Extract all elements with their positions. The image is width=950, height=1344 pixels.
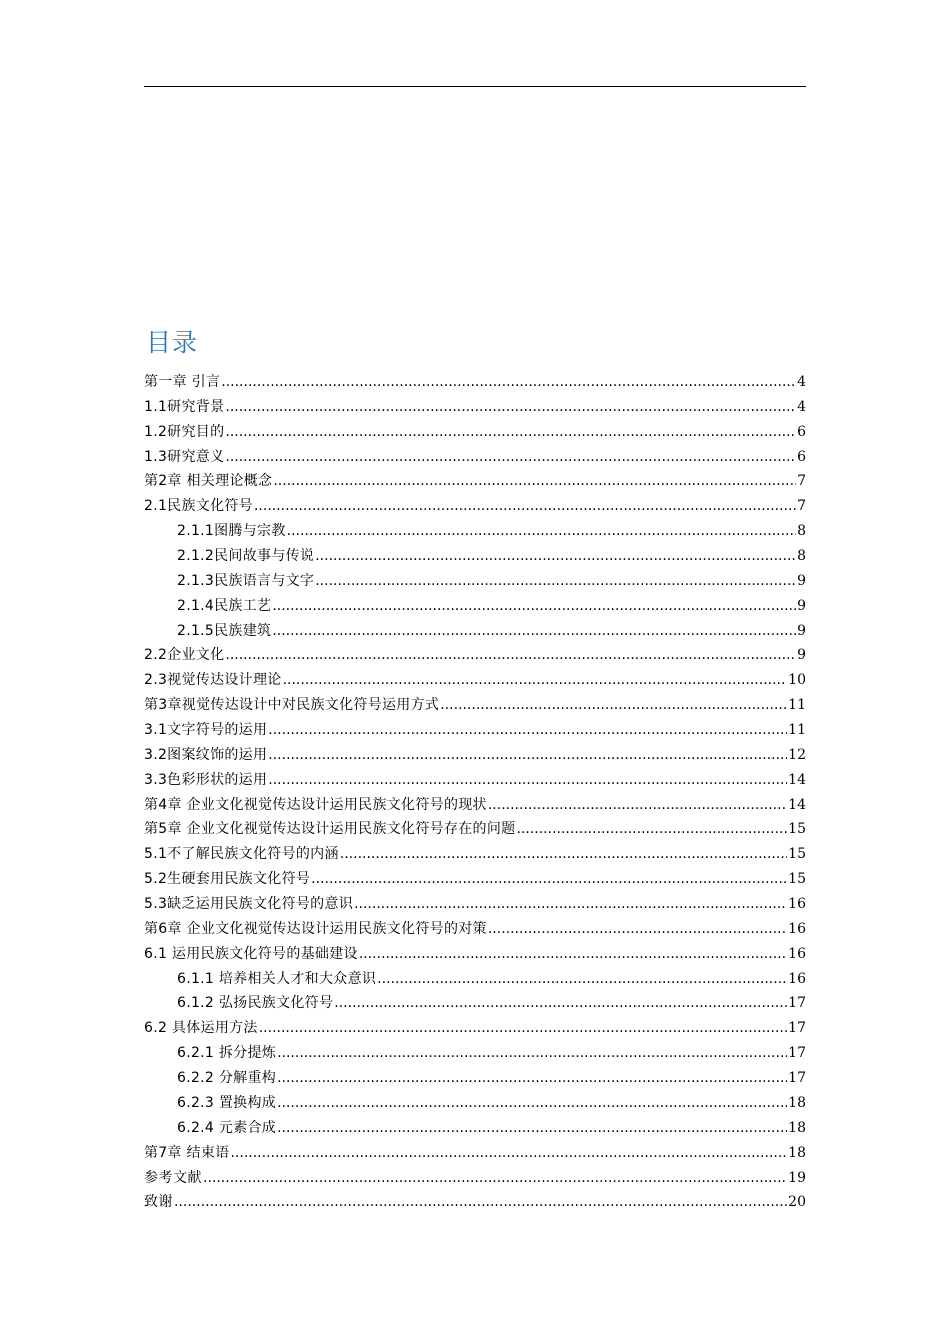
toc-entry-label: 3.1文字符号的运用 <box>144 722 268 739</box>
toc-leader-dots <box>488 917 787 942</box>
toc-entry-page-number: 9 <box>797 647 806 664</box>
toc-entry-page-number: 11 <box>788 697 806 714</box>
toc-entry-label: 2.1民族文化符号 <box>144 498 253 515</box>
toc-leader-dots <box>277 1066 787 1091</box>
toc-leader-dots <box>315 544 796 569</box>
toc-entry-page-number: 9 <box>797 597 806 614</box>
toc-entry[interactable] <box>144 693 806 718</box>
toc-leader-dots <box>259 1016 787 1041</box>
toc-entry-label: 6.2.2 分解重构 <box>177 1070 277 1087</box>
toc-entry[interactable] <box>144 445 806 470</box>
toc-entry-page-number: 19 <box>788 1169 806 1186</box>
toc-entry-label: 第3章视觉传达设计中对民族文化符号运用方式 <box>144 697 440 714</box>
toc-entry-label: 3.2图案纹饰的运用 <box>144 746 268 763</box>
toc-leader-dots <box>516 817 787 842</box>
toc-entry-label: 5.3缺乏运用民族文化符号的意识 <box>144 896 354 913</box>
toc-entry[interactable] <box>144 743 806 768</box>
toc-leader-dots <box>311 867 787 892</box>
toc-entry[interactable] <box>144 718 806 743</box>
toc-leader-dots <box>277 1116 787 1141</box>
toc-entry-page-number: 4 <box>797 398 806 415</box>
toc-entry-label: 6.2 具体运用方法 <box>144 1020 258 1037</box>
toc-entry[interactable] <box>144 942 806 967</box>
toc-leader-dots <box>254 494 796 519</box>
toc-entry-label: 第4章 企业文化视觉传达设计运用民族文化符号的现状 <box>144 796 487 813</box>
toc-entry-label: 3.3色彩形状的运用 <box>144 771 268 788</box>
toc-entry[interactable] <box>144 619 806 644</box>
toc-entry[interactable] <box>144 494 806 519</box>
header-rule <box>144 86 806 87</box>
toc-entry-label: 6.1.1 培养相关人才和大众意识 <box>177 970 377 987</box>
toc-entry-page-number: 9 <box>797 622 806 639</box>
toc-entry-page-number: 4 <box>797 374 806 390</box>
toc-leader-dots <box>230 1141 787 1166</box>
toc-entry-label: 6.2.1 拆分提炼 <box>177 1045 277 1062</box>
toc-entry[interactable] <box>144 594 806 619</box>
toc-entry-label: 第5章 企业文化视觉传达设计运用民族文化符号存在的问题 <box>144 821 516 838</box>
toc-entry-page-number: 18 <box>788 1094 806 1111</box>
toc-entry-page-number: 12 <box>788 746 806 763</box>
toc-entry-label: 1.3研究意义 <box>144 448 225 465</box>
toc-entry[interactable] <box>144 842 806 867</box>
toc-entry-label: 第7章 结束语 <box>144 1144 230 1161</box>
toc-leader-dots <box>272 619 796 644</box>
toc-entry[interactable] <box>144 519 806 544</box>
toc-entry[interactable] <box>144 793 806 818</box>
toc-entry-page-number: 10 <box>788 672 806 689</box>
toc-entry-page-number: 17 <box>788 995 806 1012</box>
toc-entry-page-number: 20 <box>788 1194 806 1211</box>
toc-entry-label: 2.2企业文化 <box>144 647 225 664</box>
toc-entry-label: 1.1研究背景 <box>144 398 225 415</box>
toc-leader-dots <box>287 519 796 544</box>
toc-entry-label: 2.1.3民族语言与文字 <box>177 572 315 589</box>
toc-entry-label: 6.1.2 弘扬民族文化符号 <box>177 995 334 1012</box>
toc-entry-page-number: 16 <box>788 945 806 962</box>
toc-leader-dots <box>377 967 787 992</box>
toc-entry-page-number: 16 <box>788 970 806 987</box>
toc-entry-page-number: 16 <box>788 920 806 937</box>
toc-entry[interactable] <box>144 917 806 942</box>
toc-leader-dots <box>277 1091 787 1116</box>
toc-leader-dots <box>221 370 796 395</box>
toc-entry-label: 5.1不了解民族文化符号的内涵 <box>144 846 339 863</box>
toc-entry-label: 6.2.4 元素合成 <box>177 1119 277 1136</box>
toc-entry[interactable] <box>144 1016 806 1041</box>
toc-entry[interactable] <box>144 668 806 693</box>
toc-leader-dots <box>225 445 796 470</box>
toc-entry[interactable] <box>144 1041 806 1066</box>
toc-leader-dots <box>334 991 787 1016</box>
toc-leader-dots <box>268 718 787 743</box>
toc-entry-page-number: 15 <box>788 846 806 863</box>
toc-leader-dots <box>225 420 796 445</box>
toc-entry[interactable] <box>144 643 806 668</box>
toc-entry[interactable] <box>144 420 806 445</box>
toc-entry[interactable] <box>144 469 806 494</box>
toc-entry-page-number: 6 <box>797 448 806 465</box>
toc-entry-page-number: 8 <box>797 523 806 540</box>
toc-leader-dots <box>359 942 787 967</box>
toc-entry-page-number: 8 <box>797 548 806 565</box>
toc-entry[interactable] <box>144 991 806 1016</box>
toc-entry-page-number: 14 <box>788 771 806 788</box>
toc-leader-dots <box>225 395 796 420</box>
toc-entry-page-number: 11 <box>788 722 806 739</box>
toc-leader-dots <box>315 569 796 594</box>
toc-leader-dots <box>340 842 787 867</box>
toc-entry-label: 2.1.4民族工艺 <box>177 597 272 614</box>
toc-entry-label: 2.1.2民间故事与传说 <box>177 548 315 565</box>
toc-entry[interactable] <box>144 1116 806 1141</box>
toc-leader-dots <box>268 743 787 768</box>
toc-entry-label: 2.3视觉传达设计理论 <box>144 672 282 689</box>
toc-entry-page-number: 9 <box>797 572 806 589</box>
toc-leader-dots <box>283 668 788 693</box>
toc-entry-page-number: 7 <box>797 473 806 490</box>
toc-leader-dots <box>272 594 796 619</box>
toc-entry-label: 6.2.3 置换构成 <box>177 1094 277 1111</box>
toc-entry[interactable] <box>144 1066 806 1091</box>
toc-entry[interactable] <box>144 370 806 395</box>
toc-entry-page-number: 15 <box>788 821 806 838</box>
toc-entry-page-number: 6 <box>797 423 806 440</box>
toc-entry[interactable] <box>144 768 806 793</box>
toc-title: 目录 <box>146 328 199 357</box>
toc-leader-dots <box>440 693 787 718</box>
toc-entry-page-number: 17 <box>788 1045 806 1062</box>
toc-entry-label: 6.1 运用民族文化符号的基础建设 <box>144 945 358 962</box>
toc-entry[interactable] <box>144 1141 806 1166</box>
toc-entry-label: 5.2生硬套用民族文化符号 <box>144 871 311 888</box>
toc-leader-dots <box>277 1041 787 1066</box>
toc-entry-label: 参考文献 <box>144 1169 202 1186</box>
toc-entry-label: 2.1.5民族建筑 <box>177 622 272 639</box>
toc-entry[interactable] <box>144 892 806 917</box>
toc-entry-label: 致谢 <box>144 1194 173 1211</box>
toc-entry[interactable] <box>144 1091 806 1116</box>
table-of-contents <box>144 370 806 1215</box>
toc-entry-page-number: 15 <box>788 871 806 888</box>
toc-leader-dots <box>268 768 787 793</box>
toc-entry[interactable] <box>144 569 806 594</box>
toc-leader-dots <box>354 892 787 917</box>
toc-entry-page-number: 17 <box>788 1070 806 1087</box>
toc-leader-dots <box>488 793 787 818</box>
toc-entry[interactable] <box>144 544 806 569</box>
toc-entry-page-number: 7 <box>797 498 806 515</box>
toc-leader-dots <box>174 1190 787 1215</box>
toc-entry[interactable] <box>144 1166 806 1191</box>
toc-entry[interactable] <box>144 1190 806 1215</box>
toc-entry-page-number: 18 <box>788 1119 806 1136</box>
toc-entry-label: 1.2研究目的 <box>144 423 225 440</box>
toc-entry[interactable] <box>144 867 806 892</box>
toc-entry-label: 第2章 相关理论概念 <box>144 473 273 490</box>
toc-entry[interactable] <box>144 817 806 842</box>
toc-entry-page-number: 18 <box>788 1144 806 1161</box>
toc-entry-label: 2.1.1图腾与宗教 <box>177 523 286 540</box>
toc-entry[interactable] <box>144 395 806 420</box>
toc-entry-page-number: 14 <box>788 796 806 813</box>
toc-entry-label: 第一章 引言 <box>144 374 221 390</box>
toc-leader-dots <box>225 643 796 668</box>
toc-entry-page-number: 16 <box>788 896 806 913</box>
toc-entry-page-number: 17 <box>788 1020 806 1037</box>
toc-leader-dots <box>203 1166 787 1191</box>
toc-entry[interactable] <box>144 967 806 992</box>
toc-leader-dots <box>273 469 796 494</box>
toc-entry-label: 第6章 企业文化视觉传达设计运用民族文化符号的对策 <box>144 920 487 937</box>
